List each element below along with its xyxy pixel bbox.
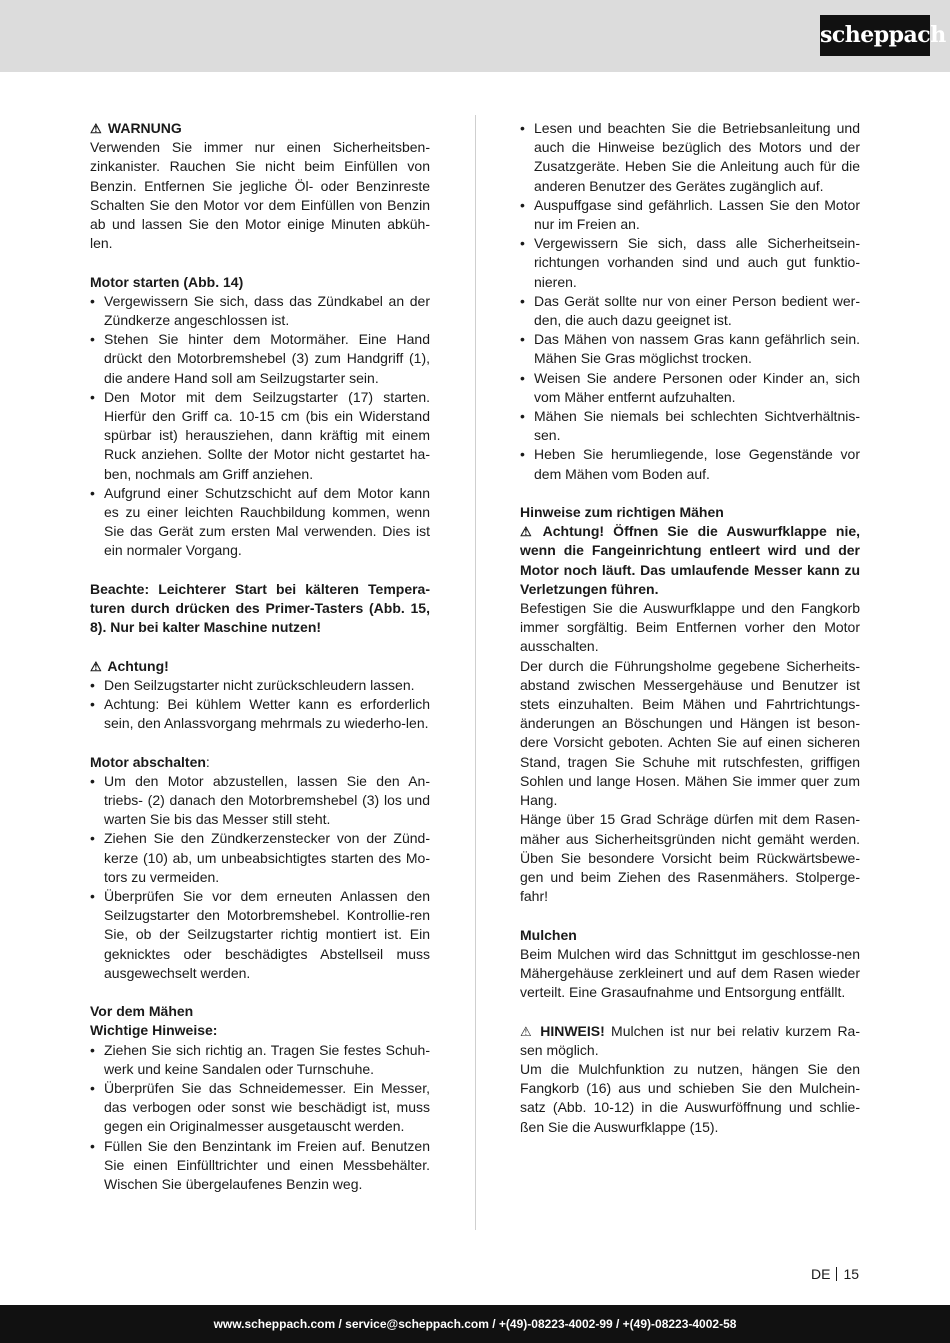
warning-icon: ⚠ xyxy=(90,121,102,136)
mulch-paragraph: Beim Mulchen wird das Schnittgut im geschlosse-nen Mähergehäuse zerkleinert und auf dem Rasen wieder verteilt. Eine Grasaufnahme und Entsorgung entfällt. xyxy=(520,945,860,1001)
caution-heading: ⚠ Achtung! xyxy=(90,657,430,676)
list-item: • Auspuffgase sind gefährlich. Lassen Sie den Motor nur im Freien an. xyxy=(520,196,860,234)
list-item: • Vergewissern Sie sich, dass alle Sicherheitsein-richtungen vorhanden sind und auch gut funktio-nieren. xyxy=(520,234,860,292)
mowing-heading: Hinweise zum richtigen Mähen xyxy=(520,504,724,521)
before-list xyxy=(90,1041,430,1195)
before-heading: Vor dem Mähen xyxy=(90,1003,194,1020)
mulch-paragraph: Um die Mulchfunktion zu nutzen, hängen Sie den Fangkorb (16) aus und schieben Sie den Mulchein-satz (Abb. 10-12) in die Auswurföffnung und schlie-ßen Sie die Auswurfklappe (15). xyxy=(520,1060,860,1135)
stop-list xyxy=(90,772,430,983)
before-subheading: Wichtige Hinweise: xyxy=(90,1022,218,1039)
warning-icon: ⚠ xyxy=(90,658,102,674)
list-item: • Heben Sie herumliegende, lose Gegenstände vor dem Mähen vom Boden auf. xyxy=(520,445,860,483)
list-item: • Aufgrund einer Schutzschicht auf dem Motor kann es zu einer leichten Rauchbildung kommen, wenn Sie das Gerät zum ersten Mal verwenden. Dies ist ein normaler Vorgang. xyxy=(90,484,430,561)
header-bar xyxy=(0,0,950,72)
hint-paragraph: ⚠ HINWEIS! Mulchen ist nur bei relativ kurzem Ra-sen möglich. xyxy=(520,1022,861,1058)
page-number: DE 15 xyxy=(811,1266,860,1282)
warning-heading: ⚠ WARNUNG xyxy=(90,119,430,138)
list-item: • Achtung: Bei kühlem Wetter kann es erforderlich sein, den Anlassvorgang mehrmals zu wiederho-len. xyxy=(90,695,430,733)
footer-contact: www.scheppach.com / service@scheppach.com / +(49)-08223-4002-99 / +(49)-08223-4002-58 xyxy=(0,1305,950,1343)
mowing-paragraph: Befestigen Sie die Auswurfklappe und den Fangkorb immer sorgfältig. Beim Entfernen vorher den Motor ausschalten. xyxy=(520,600,860,655)
caution-list xyxy=(90,676,430,734)
left-column xyxy=(90,119,430,1194)
list-item: • Ziehen Sie sich richtig an. Tragen Sie festes Schuh-werk und keine Sandalen oder Turnschuhe. xyxy=(90,1041,430,1079)
warning-text: Verwenden Sie immer nur einen Sicherheitsben-zinkanister. Rauchen Sie nicht beim Einfüllen von Benzin. Entfernen Sie jegliche Öl- oder Benzinreste Schalten Sie den Motor vor dem Einfüllen von Benzin ab und lassen Sie den Motor einige Minuten abküh-len. xyxy=(90,139,430,252)
list-item: • Lesen und beachten Sie die Betriebsanleitung und auch die Hinweise bezüglich des Motors und der Zusatzgeräte. Heben Sie die Anleitung auch für die anderen Benutzer des Gerätes zugänglich auf. xyxy=(520,119,860,196)
warning-icon: ⚠ xyxy=(520,1023,532,1039)
list-item: • Den Motor mit dem Seilzugstarter (17) starten. Hierfür den Griff ca. 10-15 cm (bis ein Widerstand spürbar ist) herausziehen, dann kräftig mit einem Ruck anziehen. Sollte der Motor nicht gestartet ha-ben, nochmals am Griff anziehen. xyxy=(90,388,430,484)
list-item: • Vergewissern Sie sich, dass das Zündkabel an der Zündkerze angeschlossen ist. xyxy=(90,292,430,330)
list-item: • Mähen Sie niemals bei schlechten Sichtverhältnis-sen. xyxy=(520,407,860,445)
primer-note: Beachte: Leichterer Start bei kälteren Tempera-turen durch drücken des Primer-Tasters (Abb. 15, 8). Nur bei kalter Maschine nutzen! xyxy=(90,580,430,636)
list-item: • Überprüfen Sie vor dem erneuten Anlassen den Seilzugstarter den Motorbremshebel. Kontrollie-ren Sie, ob der Seilzugstarter richtig montiert ist. Ein geknicktes oder beschädigtes Abstellseil muss ausgewechselt werden. xyxy=(90,887,430,983)
list-item: • Das Gerät sollte nur von einer Person bedient wer-den, die auch dazu geeignet ist. xyxy=(520,292,860,330)
list-item: • Überprüfen Sie das Schneidemesser. Ein Messer, das verbogen oder sonst wie beschädigt ist, muss gegen ein Originalmesser ausgetauscht werden. xyxy=(90,1079,430,1137)
list-item: • Das Mähen von nassem Gras kann gefährlich sein. Mähen Sie Gras möglichst trocken. xyxy=(520,330,860,368)
list-item: • Weisen Sie andere Personen oder Kinder an, sich vom Mäher entfernt aufzuhalten. xyxy=(520,369,860,407)
start-list xyxy=(90,292,430,561)
list-item: • Um den Motor abzustellen, lassen Sie den An-triebs- (2) danach den Motorbremshebel (3) los und warten Sie bis das Messer still steht. xyxy=(90,772,430,830)
mowing-paragraph: Hänge über 15 Grad Schräge dürfen mit dem Rasen-mäher aus Sicherheitsgründen nicht gemäht werden. Üben Sie besondere Vorsicht beim Rückwärtsbewe-gen und beim Ziehen des Rasenmähers. Stolperge-fahr! xyxy=(520,811,860,905)
mowing-warning: ⚠ Achtung! Öffnen Sie die Auswurfklappe nie, wenn die Fangeinrichtung entleert wird und der Motor noch läuft. Das umlaufende Messer kann zu Verletzungen führen. xyxy=(520,523,861,597)
list-item: • Stehen Sie hinter dem Motormäher. Eine Hand drückt den Motorbremshebel (3) zum Handgriff (1), die andere Hand soll am Seilzugstarter sein. xyxy=(90,330,430,388)
right-column xyxy=(520,119,860,1137)
list-item: • Den Seilzugstarter nicht zurückschleudern lassen. xyxy=(90,676,430,695)
brand-logo: scheppach xyxy=(820,15,930,56)
mulch-heading: Mulchen xyxy=(520,926,577,943)
column-divider xyxy=(475,115,476,1230)
stop-heading: Motor abschalten: xyxy=(90,753,210,770)
list-item: • Füllen Sie den Benzintank im Freien auf. Benutzen Sie einen Einfülltrichter und einen Messbehälter. Wischen Sie übergelaufenes Benzin weg. xyxy=(90,1137,430,1195)
warning-icon: ⚠ xyxy=(520,524,532,540)
list-item: • Ziehen Sie den Zündkerzenstecker von der Zünd-kerze (10) ab, um unbeabsichtigtes starten des Mo-tors zu vermeiden. xyxy=(90,829,430,887)
mowing-paragraph: Der durch die Führungsholme gegebene Sicherheits-abstand zwischen Messergehäuse und Benutzer ist stets einzuhalten. Beim Mähen und Fahrtrichtungs-änderungen an Böschungen und Hängen ist beson-dere Vorsicht geboten. Achten Sie auf einen sicheren Stand, tragen Sie Schuhe mit rutschfesten, griffigen Sohlen und lange Hosen. Mähen Sie immer quer zum Hang. xyxy=(520,657,860,809)
start-heading: Motor starten (Abb. 14) xyxy=(90,273,244,290)
safety-list xyxy=(520,119,860,484)
